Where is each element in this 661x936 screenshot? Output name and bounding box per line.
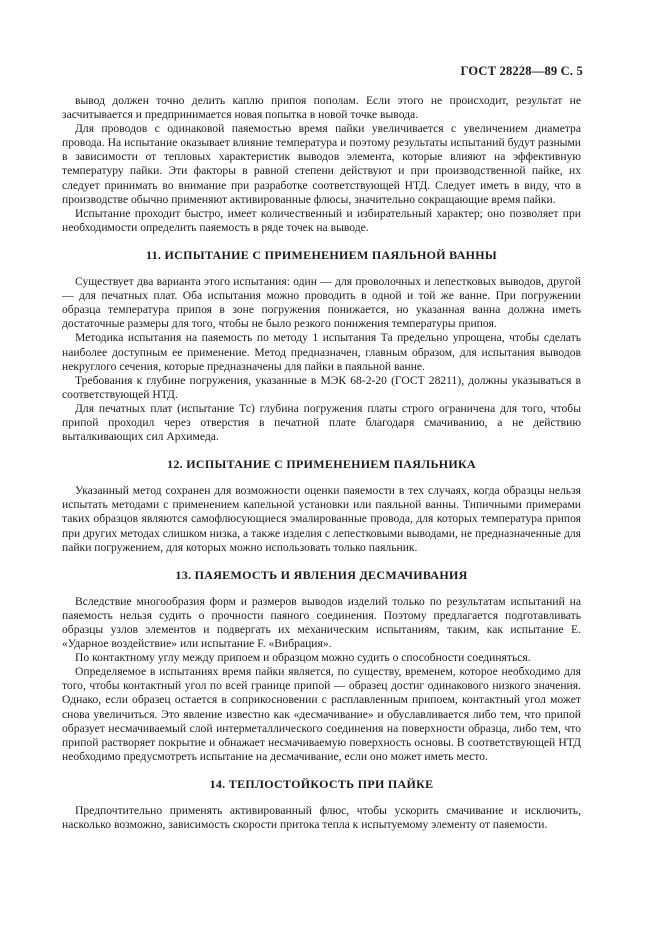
section-11-paragraph: Требования к глубине погружения, указанные в МЭК 68-2-20 (ГОСТ 28211), должны указываться в соответствующей НТД.	[62, 373, 581, 401]
running-header: ГОСТ 28228—89 С. 5	[460, 64, 583, 78]
intro-paragraph: Испытание проходит быстро, имеет количественный и избирательный характер; оно позволяет при необходимости определить паяемость в ряде точек на выводе.	[62, 206, 581, 234]
section-11-heading: 11. ИСПЫТАНИЕ С ПРИМЕНЕНИЕМ ПАЯЛЬНОЙ ВАННЫ	[145, 247, 498, 262]
section-11-paragraph: Методика испытания на паяемость по методу 1 испытания Та предельно упрощена, чтобы сделать наиболее доступным ее применение. Метод предназначен, главным образом, для испытания выводов некруглого сечения, которые предназначены для пайки в паяльной ванне.	[62, 331, 581, 373]
intro-paragraph: вывод должен точно делить каплю припоя пополам. Если этого не происходит, результат не засчитывается и предпринимается новая попытка в новой точке вывода.	[62, 94, 581, 122]
section-13-paragraph: Вследствие многообразия форм и размеров выводов изделий только по результатам испытаний на паяемость нельзя судить о прочности паяного соединения. Поэтому предлагается подготавливать образцы узлов элементов и подвергать их механическим испытаниям, таким, как испытание Е. «Ударное воздействие» или испытание F. «Вибрация».	[62, 594, 581, 651]
intro-paragraph: Для проводов с одинаковой паяемостью время пайки увеличивается с увеличением диаметра провода. На испытание оказывает влияние температура и поэтому результаты испытаний будут разными в зависимости от тепловых характеристик выводов элемента, которые влияют на эффективную температуру пайки. Эти факторы в равной степени действуют и при производственной пайке, их следует принимать во внимание при разработке соответствующей НТД. Следует иметь в виду, что в производстве обычно применяют активированные флюсы, значительно сокращающие время пайки.	[62, 122, 581, 206]
section-13-paragraph: Определяемое в испытаниях время пайки является, по существу, временем, которое необходимо для того, чтобы контактный угол по всей границе припой — образец достиг одинакового низкого значения. Однако, если образец остается в соприкосновении с расплавленным припоем, контактный угол может снова увеличиться. Это явление известно как «десмачивание» и обуславливается либо тем, что припой образует несмачиваемый слой интерметаллического соединения на поверхности образца, либо тем, что припой растворяет покрытие и обнажает несмачиваемую поверхность основы. В соответствующей НТД необходимо предусмотреть испытание на десмачивание, если оно может иметь место.	[62, 665, 581, 763]
section-11-paragraph: Существует два варианта этого испытания: один — для проволочных и лепестковых выводов, другой — для печатных плат. Оба испытания можно проводить в одной и той же ванне. При погружении образца температура припоя в зоне погружения понижается, но указанная ванна должна иметь достаточные размеры для того, чтобы не было резкого понижения температуры припоя.	[62, 275, 581, 331]
section-13-paragraph: По контактному углу между припоем и образцом можно судить о способности соединяться.	[75, 651, 531, 665]
section-14-heading: 14. ТЕПЛОСТОЙКОСТЬ ПРИ ПАЙКЕ	[209, 776, 434, 791]
section-12-paragraph: Указанный метод сохранен для возможности оценки паяемости в тех случаях, когда образцы нельзя испытать методами с применением капельной установки или паяльной ванны. Типичными примерами таких образцов являются самофлюсующиеся эмалированные провода, для которых температура припоя при других методах слишком низка, а также изделия с лепестковыми выводами, не предназначенные для пайки погружением, для которых можно использовать только паяльник.	[62, 484, 581, 554]
section-14-paragraph: Предпочтительно применять активированный флюс, чтобы ускорить смачивание и исключить, насколько возможно, зависимость скорости притока тепла к испытуемому элементу от паяемости.	[62, 804, 581, 832]
section-12-heading: 12. ИСПЫТАНИЕ С ПРИМЕНЕНИЕМ ПАЯЛЬНИКА	[167, 457, 476, 472]
section-11-paragraph: Для печатных плат (испытание Тс) глубина погружения платы строго ограничена для того, чтобы припой проходил через отверстия в печатной плате благодаря смачиванию, а не действию выталкивающих сил Архимеда.	[62, 401, 581, 444]
document-body	[62, 94, 581, 832]
section-13-heading: 13. ПАЯЕМОСТЬ И ЯВЛЕНИЯ ДЕСМАЧИВАНИЯ	[175, 567, 468, 582]
